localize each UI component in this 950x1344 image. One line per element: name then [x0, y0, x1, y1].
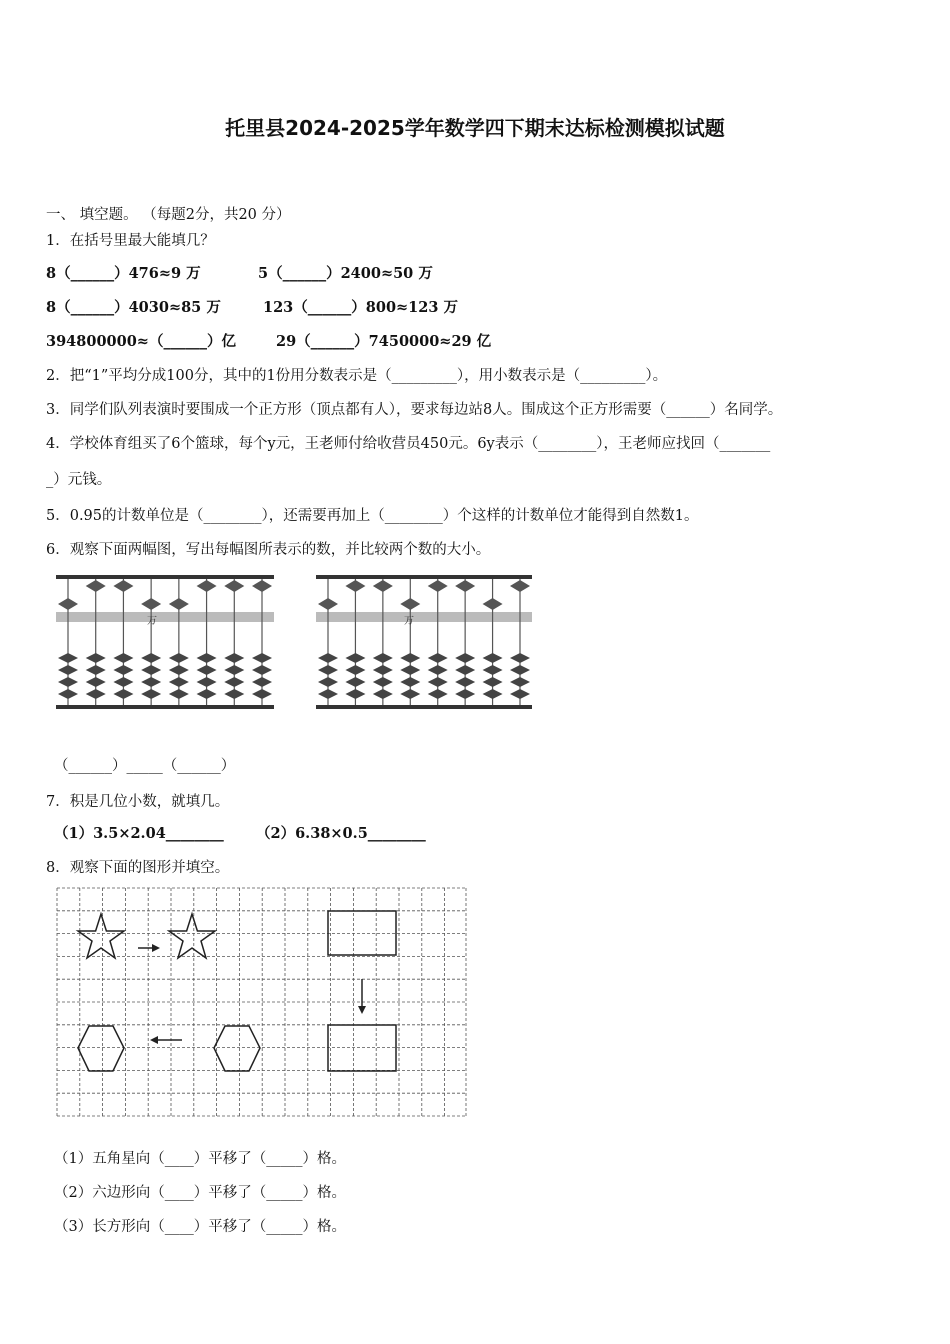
abacus-lower-bead [169, 665, 189, 675]
abacus-top-frame [56, 575, 274, 579]
abacus-lower-bead [455, 689, 475, 699]
abacus-lower-bead [197, 653, 217, 663]
abacus-upper-bead [113, 580, 133, 592]
abacus-figure-1 [54, 572, 278, 712]
hexagon-shape-moved [78, 1026, 124, 1071]
abacus-lower-bead [455, 665, 475, 675]
abacus-lower-bead [113, 665, 133, 675]
star-shape-original [78, 914, 124, 958]
abacus-lower-bead [510, 665, 530, 675]
abacus-lower-bead [345, 653, 365, 663]
abacus-upper-bead [318, 598, 338, 610]
abacus-lower-bead [113, 677, 133, 687]
abacus-lower-bead [483, 665, 503, 675]
abacus-lower-bead [252, 677, 272, 687]
abacus-lower-bead [197, 665, 217, 675]
abacus-lower-bead [141, 689, 161, 699]
abacus-upper-bead [510, 580, 530, 592]
abacus-lower-bead [400, 665, 420, 675]
q3: 3．同学们队列表演时要围成一个正方形（顶点都有人），要求每边站8人。围成这个正方形需要（______）名同学。 [46, 402, 783, 418]
q8-item3: （3）长方形向（____）平移了（_____）格。 [54, 1219, 346, 1235]
abacus-lower-bead [169, 653, 189, 663]
abacus-lower-bead [113, 689, 133, 699]
hexagon-shape-original [214, 1026, 260, 1071]
abacus-lower-bead [86, 689, 106, 699]
abacus-lower-bead [400, 677, 420, 687]
abacus-lower-bead [58, 677, 78, 687]
q4-line1: 4．学校体育组买了6个篮球，每个y元，王老师付给收营员450元。6y表示（________），王老师应找回（_______ [46, 436, 771, 452]
q4-line2: _）元钱。 [46, 472, 112, 488]
abacus-lower-bead [373, 665, 393, 675]
abacus-lower-bead [400, 653, 420, 663]
abacus-lower-bead [400, 689, 420, 699]
abacus-lower-bead [86, 653, 106, 663]
abacus-lower-bead [318, 665, 338, 675]
abacus-lower-bead [224, 677, 244, 687]
q5: 5．0.95的计数单位是（________），还需要再加上（________）个这样的计数单位才能得到自然数1。 [46, 508, 699, 524]
hexagon-arrowhead [150, 1036, 158, 1044]
star-arrowhead [152, 944, 160, 952]
abacus-beam [316, 612, 532, 622]
abacus-lower-bead [373, 677, 393, 687]
abacus-upper-bead [252, 580, 272, 592]
abacus-upper-bead [345, 580, 365, 592]
abacus-lower-bead [483, 653, 503, 663]
abacus-lower-bead [169, 677, 189, 687]
page-title: 托里县2024-2025学年数学四下期末达标检测模拟试题 [225, 116, 725, 140]
abacus-upper-bead [58, 598, 78, 610]
abacus-lower-bead [141, 665, 161, 675]
abacus-lower-bead [373, 653, 393, 663]
abacus-lower-bead [224, 665, 244, 675]
abacus-lower-bead [318, 689, 338, 699]
abacus-lower-bead [483, 689, 503, 699]
section-heading: 一、 填空题。 （每题2分，共20 分） [46, 207, 291, 223]
abacus-lower-bead [455, 653, 475, 663]
q1-stem: 1．在括号里最大能填几？ [46, 233, 215, 249]
abacus-lower-bead [86, 677, 106, 687]
abacus-lower-bead [86, 665, 106, 675]
abacus-lower-bead [252, 665, 272, 675]
abacus-lower-bead [373, 689, 393, 699]
abacus-beam [56, 612, 274, 622]
q8-stem: 8．观察下面的图形并填空。 [46, 860, 230, 876]
q6-answer: （______）_____（______） [54, 758, 236, 774]
abacus-bottom-frame [56, 705, 274, 709]
abacus-lower-bead [428, 665, 448, 675]
abacus-lower-bead [141, 653, 161, 663]
abacus-upper-bead [483, 598, 503, 610]
abacus-lower-bead [455, 677, 475, 687]
abacus-bottom-frame [316, 705, 532, 709]
star-shape-moved [169, 914, 215, 958]
abacus-lower-bead [318, 653, 338, 663]
abacus-lower-bead [113, 653, 133, 663]
abacus-upper-bead [455, 580, 475, 592]
abacus-upper-bead [197, 580, 217, 592]
abacus-lower-bead [224, 689, 244, 699]
q1-row3-right: 29（______）7450000≈29 亿 [276, 333, 492, 350]
q6-stem: 6．观察下面两幅图，写出每幅图所表示的数，并比较两个数的大小。 [46, 542, 491, 558]
q1-row3-left: 394800000≈（______）亿 [46, 333, 236, 350]
abacus-lower-bead [252, 653, 272, 663]
abacus-lower-bead [345, 677, 365, 687]
abacus-lower-bead [141, 677, 161, 687]
rectangle-original [328, 911, 396, 955]
abacus-lower-bead [58, 653, 78, 663]
q1-row1-right: 5（______）2400≈50 万 [258, 265, 433, 282]
abacus-upper-bead [86, 580, 106, 592]
q8-item2: （2）六边形向（____）平移了（_____）格。 [54, 1185, 346, 1201]
abacus-figure-2 [314, 572, 536, 712]
q8-item1: （1）五角星向（____）平移了（_____）格。 [54, 1151, 346, 1167]
q7-stem: 7．积是几位小数，就填几。 [46, 794, 230, 810]
abacus-upper-bead [224, 580, 244, 592]
abacus-lower-bead [510, 653, 530, 663]
abacus-lower-bead [428, 677, 448, 687]
abacus-lower-bead [483, 677, 503, 687]
q7-part2: （2）6.38×0.5________ [256, 825, 426, 842]
abacus-upper-bead [400, 598, 420, 610]
abacus-lower-bead [169, 689, 189, 699]
abacus-wan-label-1: 万 [147, 616, 157, 627]
abacus-lower-bead [428, 653, 448, 663]
abacus-upper-bead [428, 580, 448, 592]
abacus-wan-label-2: 万 [404, 616, 414, 627]
abacus-lower-bead [510, 677, 530, 687]
abacus-lower-bead [510, 689, 530, 699]
abacus-upper-bead [141, 598, 161, 610]
q2: 2．把“1”平均分成100分，其中的1份用分数表示是（_________），用小数表示是（_________）。 [46, 368, 668, 384]
abacus-upper-bead [373, 580, 393, 592]
abacus-lower-bead [58, 665, 78, 675]
abacus-lower-bead [252, 689, 272, 699]
rectangle-arrowhead [358, 1006, 366, 1014]
abacus-upper-bead [169, 598, 189, 610]
translation-grid-figure [56, 887, 468, 1119]
q1-row2-right: 123（______）800≈123 万 [263, 299, 458, 316]
abacus-top-frame [316, 575, 532, 579]
abacus-lower-bead [318, 677, 338, 687]
abacus-lower-bead [224, 653, 244, 663]
q7-part1: （1）3.5×2.04________ [54, 825, 224, 842]
abacus-lower-bead [197, 689, 217, 699]
abacus-lower-bead [197, 677, 217, 687]
abacus-lower-bead [58, 689, 78, 699]
abacus-lower-bead [345, 689, 365, 699]
abacus-lower-bead [428, 689, 448, 699]
abacus-lower-bead [345, 665, 365, 675]
q1-row1-left: 8（______）476≈9 万 [46, 265, 201, 282]
q1-row2-left: 8（______）4030≈85 万 [46, 299, 221, 316]
